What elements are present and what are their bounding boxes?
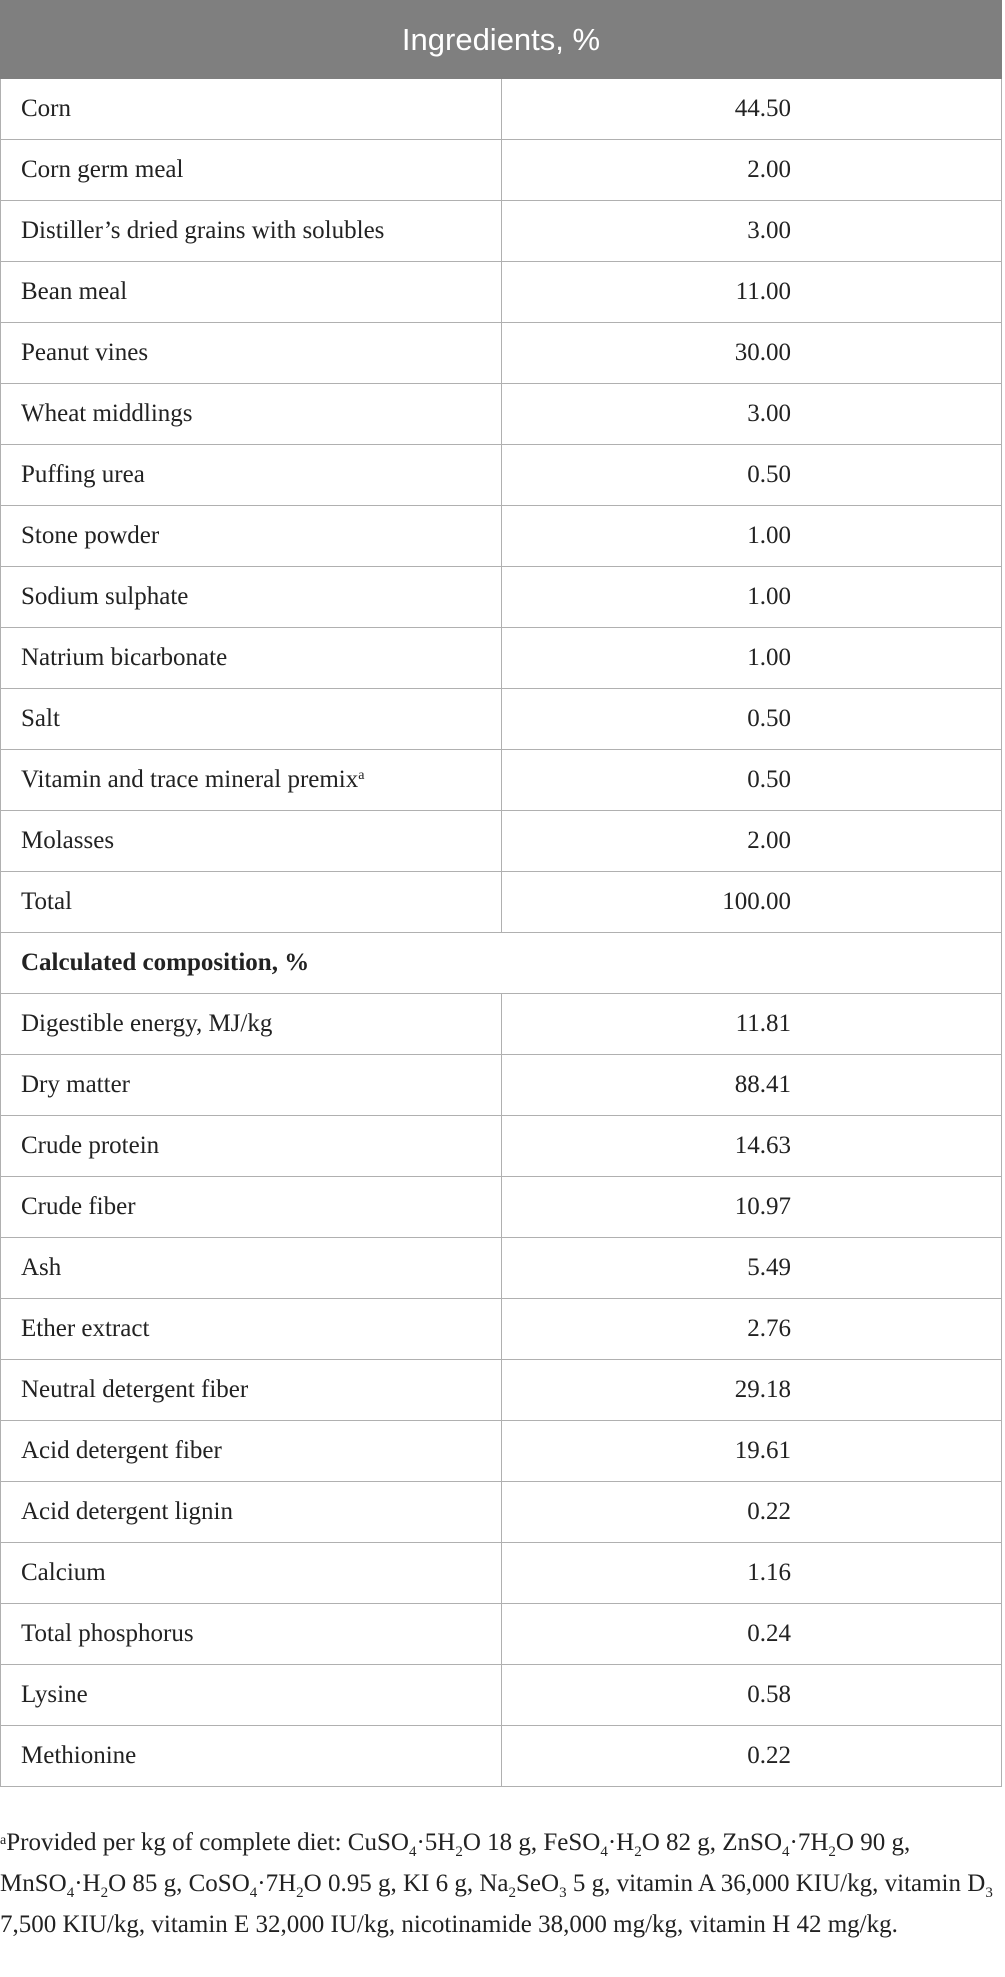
table-row: [1, 1238, 1002, 1299]
table-header-row: [1, 1, 1002, 79]
footnote-subscript: 4: [782, 1844, 790, 1860]
row-label-text: Bean meal: [21, 278, 128, 305]
row-label-text: Neutral detergent fiber: [21, 1376, 249, 1403]
row-label-text: Total phosphorus: [21, 1620, 194, 1647]
footnote-segment: 5 g, vitamin A 36,000 KIU/kg, vitamin D: [566, 1870, 986, 1897]
row-value: 0.58: [501, 1665, 1002, 1726]
footnote-subscript: 3: [985, 1885, 993, 1901]
table-row: [1, 1055, 1002, 1116]
row-label: [1, 445, 502, 506]
row-label-text: Acid detergent lignin: [21, 1498, 233, 1525]
row-value: 0.50: [501, 750, 1002, 811]
row-label: [1, 506, 502, 567]
row-value: 2.00: [501, 140, 1002, 201]
footnote-segment: O 82 g, ZnSO: [641, 1829, 783, 1856]
table-row: [1, 445, 1002, 506]
section-title: Calculated composition, %: [1, 933, 1002, 994]
row-label: [1, 1177, 502, 1238]
row-label: [1, 1482, 502, 1543]
row-label-text: Dry matter: [21, 1071, 130, 1098]
footnote: [0, 1824, 1000, 1944]
row-value: 2.00: [501, 811, 1002, 872]
footnote-segment: SeO: [516, 1870, 560, 1897]
footnote-text: [0, 1829, 993, 1938]
footnote-segment: ·H: [607, 1829, 635, 1856]
table-row: [1, 323, 1002, 384]
row-label-text: Wheat middlings: [21, 400, 193, 427]
row-label: [1, 1604, 502, 1665]
row-label-text: Corn germ meal: [21, 156, 184, 183]
table-row: [1, 79, 1002, 140]
row-label: [1, 1238, 502, 1299]
row-value: 0.50: [501, 689, 1002, 750]
row-value: 1.00: [501, 567, 1002, 628]
row-label-text: Calcium: [21, 1559, 106, 1586]
footnote-segment: ·7H: [257, 1870, 297, 1897]
footnote-subscript: 2: [296, 1885, 304, 1901]
row-label: [1, 1360, 502, 1421]
row-label-text: Ether extract: [21, 1315, 150, 1342]
table-row: [1, 262, 1002, 323]
row-value: 29.18: [501, 1360, 1002, 1421]
table-row: [1, 689, 1002, 750]
table-row: [1, 1604, 1002, 1665]
footnote-segment: Provided per kg of complete diet: CuSO: [6, 1829, 409, 1856]
table-row: [1, 1177, 1002, 1238]
footnote-subscript: 4: [66, 1885, 75, 1901]
row-label-text: Molasses: [21, 827, 115, 854]
row-label-text: Digestible energy, MJ/kg: [21, 1010, 273, 1037]
row-label-text: Stone powder: [21, 522, 160, 549]
table-row: [1, 994, 1002, 1055]
row-label: [1, 628, 502, 689]
row-label: [1, 79, 502, 140]
table-row: [1, 201, 1002, 262]
row-label-text: Vitamin and trace mineral premix: [21, 766, 359, 793]
row-label-text: Salt: [21, 705, 60, 732]
row-value: 0.50: [501, 445, 1002, 506]
row-value: 0.22: [501, 1726, 1002, 1787]
footnote-subscript: 2: [100, 1885, 109, 1901]
row-value: 2.76: [501, 1299, 1002, 1360]
table-row: [1, 1665, 1002, 1726]
row-value: 0.24: [501, 1604, 1002, 1665]
footnote-segment: O 90 g, MnSO: [0, 1829, 911, 1897]
row-label-text: Sodium sulphate: [21, 583, 189, 610]
footnote-segment: O 0.95 g, KI 6 g, Na: [303, 1870, 509, 1897]
row-label: [1, 872, 502, 933]
table-row: [1, 628, 1002, 689]
row-label-text: Ash: [21, 1254, 62, 1281]
row-label: [1, 1116, 502, 1177]
footnote-subscript: 4: [600, 1844, 608, 1860]
table-header: Ingredients, %: [1, 1, 1002, 79]
table-row: [1, 1482, 1002, 1543]
row-label-text: Total: [21, 888, 73, 915]
table-row: [1, 811, 1002, 872]
table-row: [1, 140, 1002, 201]
row-label: [1, 201, 502, 262]
table-row: [1, 1360, 1002, 1421]
row-value: 3.00: [501, 384, 1002, 445]
section-row: [1, 933, 1002, 994]
row-value: 19.61: [501, 1421, 1002, 1482]
row-label-text: Methionine: [21, 1742, 137, 1769]
table-row: [1, 1421, 1002, 1482]
footnote-segment: ·5H: [416, 1829, 456, 1856]
row-value: 100.00: [501, 872, 1002, 933]
footnote-subscript: 4: [408, 1844, 417, 1860]
row-label-text: Peanut vines: [21, 339, 149, 366]
footnote-segment: 7,500 KIU/kg, vitamin E 32,000 IU/kg, nicotinamide 38,000 mg/kg, vitamin H 42 mg/kg.: [0, 1911, 898, 1938]
row-label: [1, 689, 502, 750]
footnote-marker-ref: a: [358, 768, 365, 783]
row-value: 3.00: [501, 201, 1002, 262]
footnote-subscript: 3: [559, 1885, 567, 1901]
table-body: [1, 79, 1002, 1787]
table-row: [1, 567, 1002, 628]
row-label: [1, 384, 502, 445]
row-label: [1, 323, 502, 384]
table-row: [1, 384, 1002, 445]
row-value: 88.41: [501, 1055, 1002, 1116]
row-label: [1, 1665, 502, 1726]
footnote-marker: a: [0, 1833, 7, 1848]
footnote-segment: O 85 g, CoSO: [108, 1870, 250, 1897]
footnote-segment: ·7H: [789, 1829, 829, 1856]
row-label: [1, 567, 502, 628]
table-row: [1, 506, 1002, 567]
row-value: 1.16: [501, 1543, 1002, 1604]
footnote-segment: ·H: [74, 1870, 101, 1897]
row-value: 44.50: [501, 79, 1002, 140]
row-label: [1, 1726, 502, 1787]
row-label-text: Distiller’s dried grains with solubles: [21, 217, 385, 244]
row-value: 30.00: [501, 323, 1002, 384]
table-row: [1, 1299, 1002, 1360]
row-value: 11.81: [501, 994, 1002, 1055]
row-label: [1, 140, 502, 201]
footnote-subscript: 2: [634, 1844, 642, 1860]
row-value: 10.97: [501, 1177, 1002, 1238]
row-value: 11.00: [501, 262, 1002, 323]
table-row: [1, 1726, 1002, 1787]
row-label-text: Crude fiber: [21, 1193, 136, 1220]
footnote-subscript: 2: [455, 1844, 463, 1860]
row-label: [1, 811, 502, 872]
row-value: 5.49: [501, 1238, 1002, 1299]
row-value: 0.22: [501, 1482, 1002, 1543]
footnote-subscript: 2: [508, 1885, 516, 1901]
row-label-text: Natrium bicarbonate: [21, 644, 228, 671]
row-value: 1.00: [501, 506, 1002, 567]
row-value: 14.63: [501, 1116, 1002, 1177]
row-label: [1, 994, 502, 1055]
table-row: [1, 750, 1002, 811]
row-label-text: Crude protein: [21, 1132, 160, 1159]
row-value: 1.00: [501, 628, 1002, 689]
row-label: [1, 262, 502, 323]
table-row: [1, 1116, 1002, 1177]
row-label: [1, 750, 502, 811]
table-row: [1, 872, 1002, 933]
row-label-text: Puffing urea: [21, 461, 145, 488]
footnote-segment: O 18 g, FeSO: [462, 1829, 601, 1856]
row-label: [1, 1543, 502, 1604]
row-label: [1, 1055, 502, 1116]
row-label-text: Corn: [21, 95, 71, 122]
row-label: [1, 1421, 502, 1482]
row-label-text: Acid detergent fiber: [21, 1437, 222, 1464]
footnote-subscript: 4: [249, 1885, 258, 1901]
row-label-text: Lysine: [21, 1681, 88, 1708]
table-row: [1, 1543, 1002, 1604]
footnote-subscript: 2: [828, 1844, 836, 1860]
row-label: [1, 1299, 502, 1360]
